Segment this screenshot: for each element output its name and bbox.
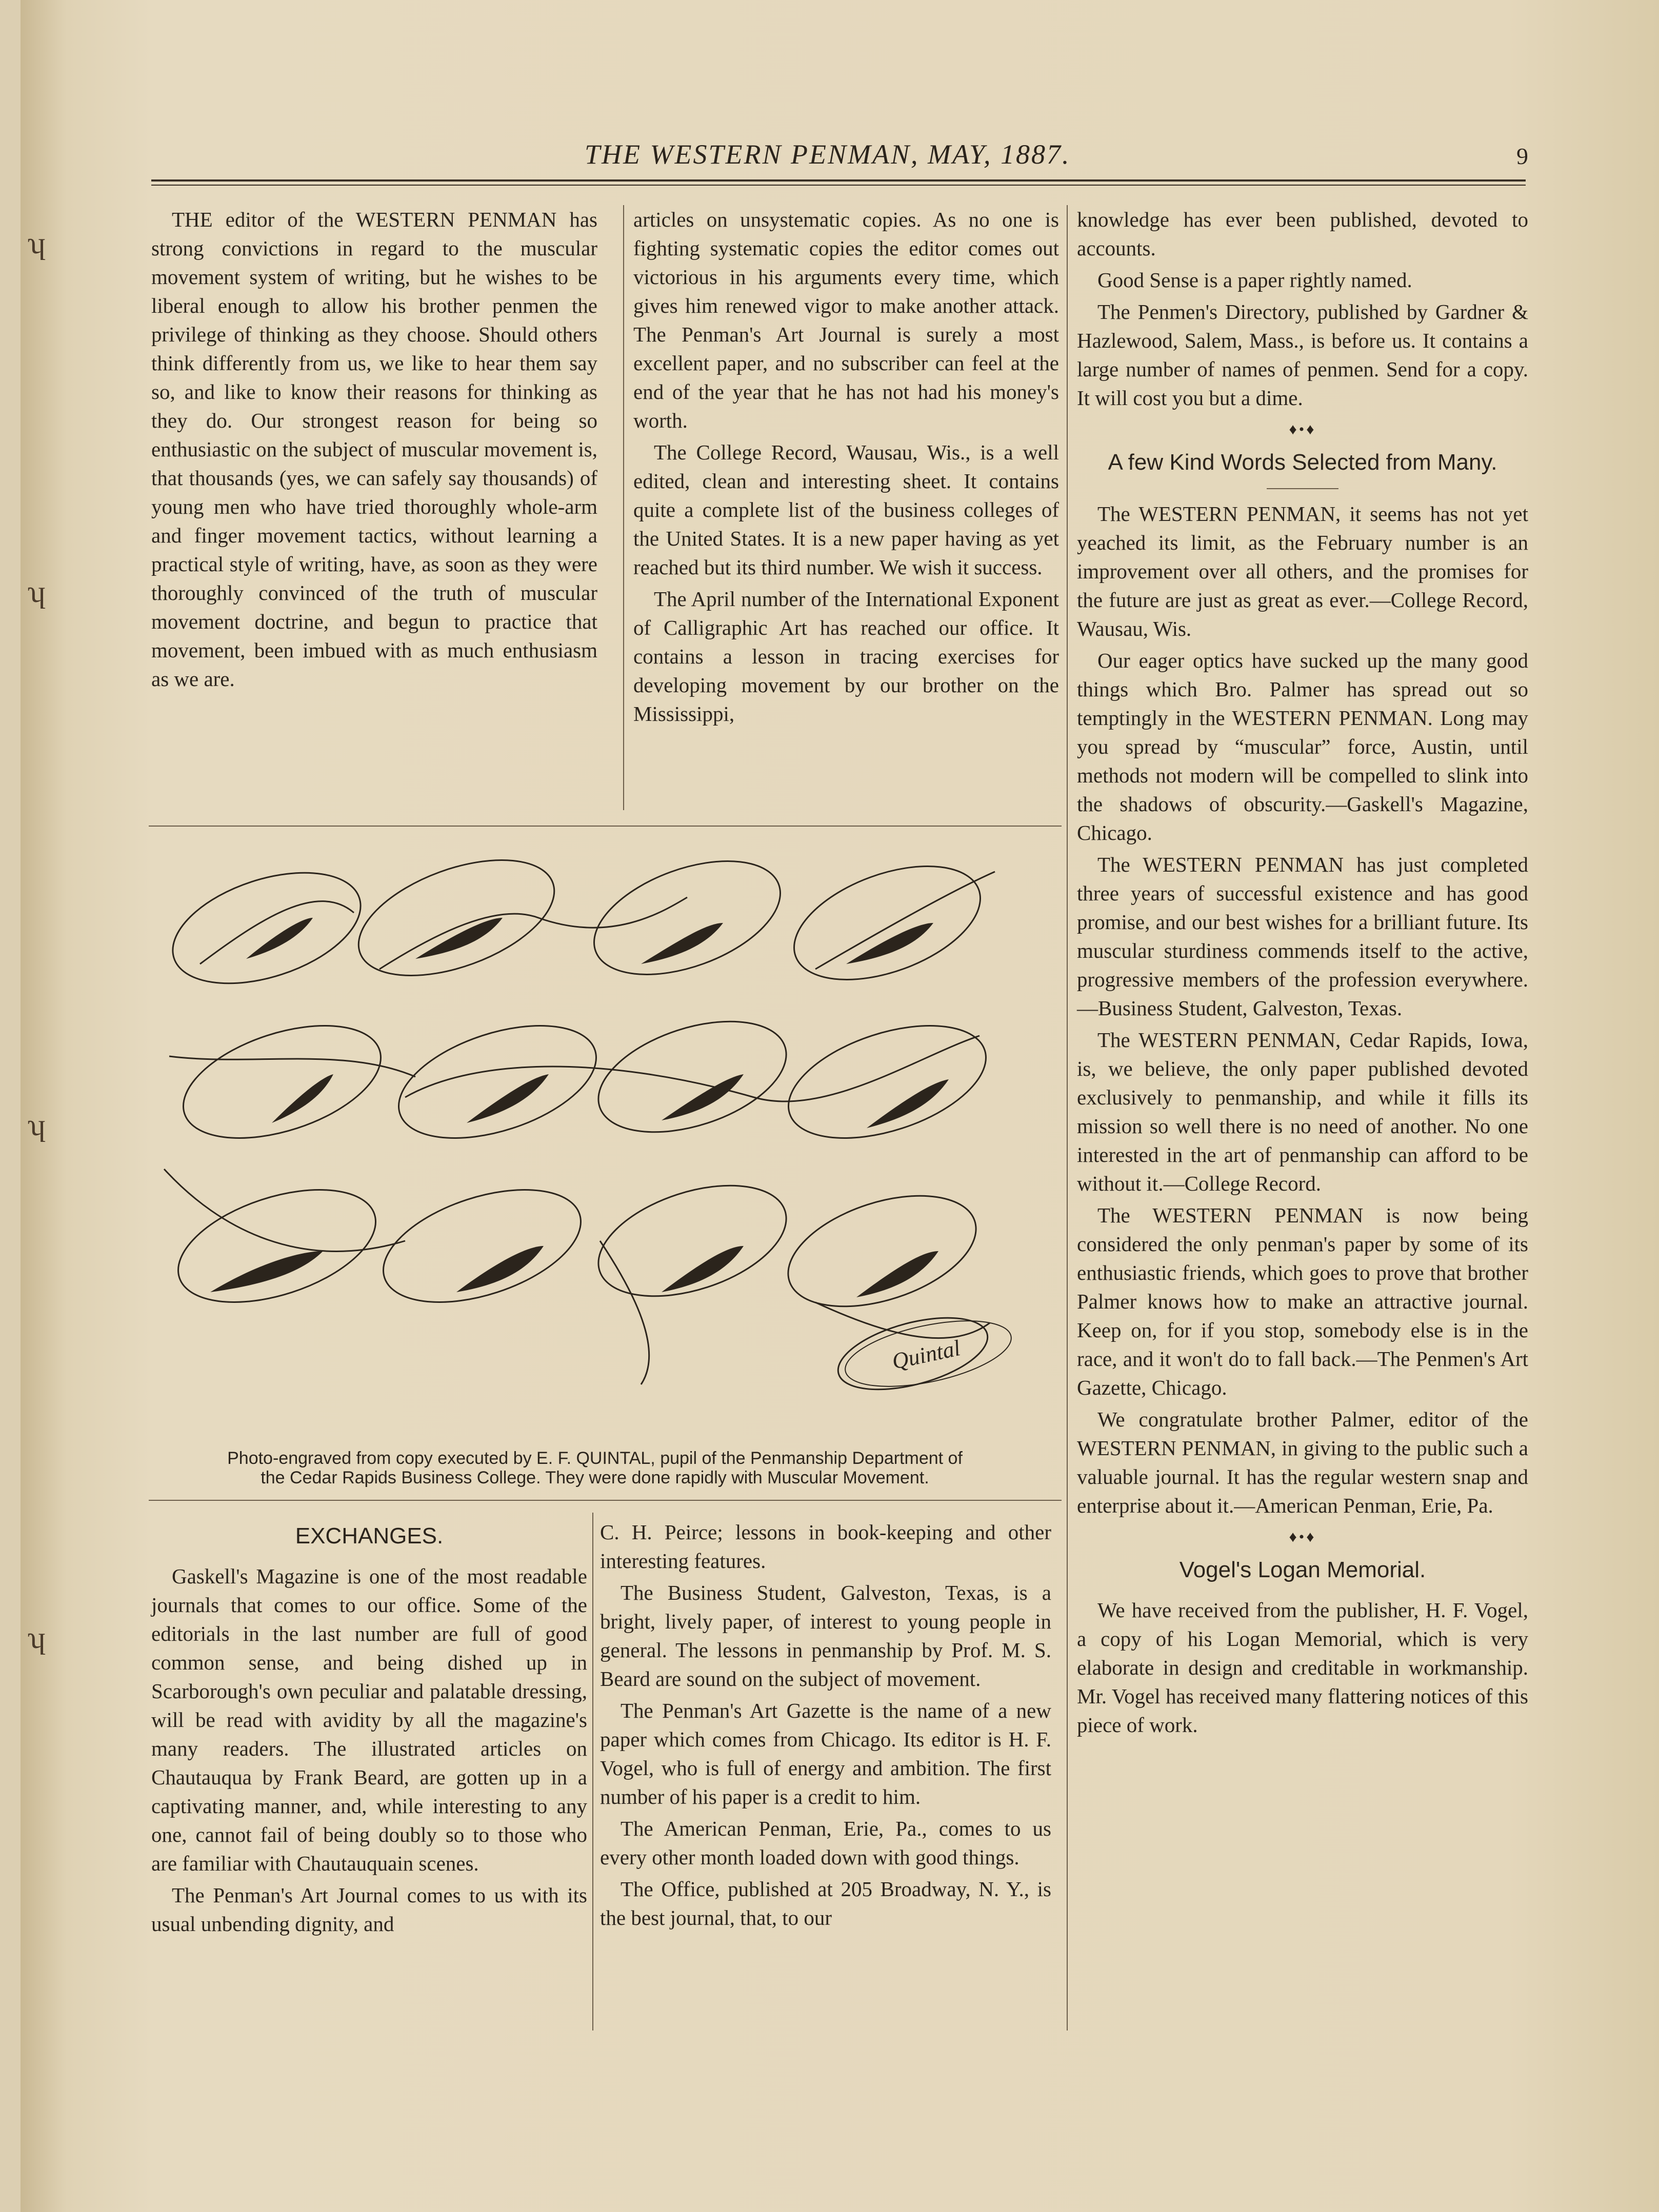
capital-row-3 [164,1164,995,1403]
caption-line-1: Photo-engraved from copy executed by E. F. QUINTAL, pupil of the Penmanship Department of [227,1449,963,1468]
article-paragraph: We have received from the publisher, H. F. Vogel, a copy of his Logan Memorial, which is very elaborate in design and creditable in workmanship. Mr. Vogel has received many flattering notices of this piece of work. [1077,1598,1528,1737]
quote-paragraph: The WESTERN PENMAN, it seems has not yet yeached its limit, as the February number is an improvement over all others, and the promises for the future are just as great as ever.—College Record, Wausau, Wis. [1077,502,1528,640]
exchanges-column-2 [600,1518,1051,1935]
column-divider [623,205,624,810]
header-rule [151,185,1526,186]
signature-text: Quintal [890,1335,963,1374]
column-1-top [151,205,597,696]
shaded-strokes [210,918,949,1297]
quote-paragraph: We congratulate brother Palmer, editor of the WESTERN PENMAN, in giving to the public such a valuable journal. It has the regular western snap and enterprise about it.—American Penman, Erie, Pa. [1077,1407,1528,1517]
article-paragraph: The Penman's Art Journal comes to us with its usual unbending dignity, and [151,1883,587,1936]
article-paragraph: The College Record, Wausau, Wis., is a well edited, clean and interesting sheet. It contains quite a complete list of the business colleges of the United States. It is a new paper having as yet reached but its third number. We wish it success. [633,440,1059,579]
newspaper-page [21,0,1659,2212]
page-title: THE WESTERN PENMAN, MAY, 1887. [585,139,1071,170]
article-paragraph: The Office, published at 205 Broadway, N. Y., is the best journal, that, to our [600,1877,1051,1929]
heading-rule [1267,488,1338,489]
running-header [154,138,1528,174]
column-3 [1077,205,1528,1742]
ornament-divider: ♦•♦ [1289,1529,1316,1545]
column-divider [592,1513,593,2030]
article-paragraph: The Business Student, Galveston, Texas, is a bright, lively paper, of interest to young people in general. The lessons in penmanship by Prof. M. S. Beard are sound on the subject of movement. [600,1581,1051,1691]
ornament-divider: ♦•♦ [1289,421,1316,438]
exchanges-column-1 [151,1518,587,1941]
column-divider [1067,205,1068,2030]
section-rule [149,826,1062,827]
header-rule [151,179,1526,182]
article-paragraph: The Penman's Art Gazette is the name of a new paper which comes from Chicago. Its editor is H. F. Vogel, who is full of energy and ambition. The first number of his paper is a credit to him. [600,1699,1051,1808]
binding-mark: ʮ [27,1621,46,1655]
article-paragraph: Good Sense is a paper rightly named. [1097,268,1412,292]
exchanges-heading: EXCHANGES. [295,1523,444,1549]
article-paragraph: The April number of the International Exponent of Calligraphic Art has reached our office. It contains a lesson in tracing exercises for developing movement by our brother on the Mississippi, [633,587,1059,726]
column-2-top [633,205,1059,731]
quote-paragraph: Our eager optics have sucked up the many good things which Bro. Palmer has spread out so temptingly in the WESTERN PENMAN. Long may you spread by “muscular” force, Austin, until methods not modern will be compelled to slink into the shadows of obscurity.—Gaskell's Magazine, Chicago. [1077,649,1528,844]
plate-caption [149,1449,1041,1487]
quote-paragraph: The WESTERN PENMAN has just completed three years of successful existence and has good promise, and our best wishes for a brilliant future. Its muscular sturdiness commends itself to the active, progressive members of the profession everywhere.—Business Student, Galveston, Texas. [1077,853,1528,1020]
article-paragraph: knowledge has ever been published, devoted to accounts. [1077,208,1528,260]
article-paragraph: C. H. Peirce; lessons in book-keeping and other interesting features. [600,1520,1051,1573]
binding-mark: ʮ [27,575,46,609]
quote-paragraph: The WESTERN PENMAN, Cedar Rapids, Iowa, is, we believe, the only paper published devoted exclusively to penmanship, and while it fills its mission so well there is no need of another. No one interested in the art of penmanship can afford to be without it.—College Record. [1077,1028,1528,1195]
article-paragraph: Gaskell's Magazine is one of the most readable journals that comes to our office. Some of the editorials in the last number are full of good common sense, and being dished up in Scarborough's own peculiar and palatable dressing, will be read with avidity by all the magazine's many readers. The illustrated articles on Chautauqua by Frank Beard, are gotten up in a captivating manner, and, while interesting to any one, cannot fail of being doubly so to those who are familiar with Chautauquain scenes. [151,1564,587,1875]
binding-mark: ʮ [27,226,46,260]
binding-mark: ʮ [27,1108,46,1142]
caption-line-2: the Cedar Rapids Business College. They were done rapidly with Muscular Movement. [261,1468,929,1487]
signature [840,1309,1017,1399]
page-number: 9 [1516,143,1528,169]
penmanship-plate [149,841,1051,1446]
article-paragraph: The American Penman, Erie, Pa., comes to us every other month loaded down with good things. [600,1817,1051,1869]
capital-row-1 [159,841,995,1004]
quote-paragraph: The WESTERN PENMAN is now being considered the only penman's paper by some of its enthusiastic friends, which goes to prove that brother Palmer knows how to make an attractive journal. Keep on, for if you stop, somebody else is in the race, and it won't do to fall back.—The Penmen's Art Gazette, Chicago. [1077,1203,1528,1399]
flourished-capitals [159,841,1000,1403]
capital-row-2 [169,1000,1000,1160]
section-heading: A few Kind Words Selected from Many. [1108,450,1497,475]
section-heading: Vogel's Logan Memorial. [1179,1557,1426,1582]
section-rule [149,1500,1062,1501]
article-paragraph: The Penmen's Directory, published by Gardner & Hazlewood, Salem, Mass., is before us. It contains a large number of names of penmen. Send for a copy. It will cost you but a dime. [1077,300,1528,410]
article-paragraph: articles on unsystematic copies. As no one is fighting systematic copies the editor comes out victorious in his arguments every time, which gives him renewed vigor to make another attack. The Penman's Art Journal is surely a most excellent paper, and no subscriber can feel at the end of the year that he has not had his money's worth. [633,208,1059,432]
editorial-paragraph: THE editor of the WESTERN PENMAN has strong convictions in regard to the muscular movement system of writing, but he wishes to be liberal enough to allow his brother penmen the privilege of thinking as they choose. Should others think differently from us, we like to hear them say so, and like to know their reasons for thinking as they do. Our strongest reason for being so enthusiastic on the subject of muscular movement is, that thousands (yes, we can safely say thousands) of young men who have tried thoroughly whole-arm and finger movement tactics, without learning a practical style of writing, have, as soon as they were thoroughly convinced of the truth of muscular movement doctrine, and begun to practice that movement, been imbued with as much enthusiasm as we are. [151,208,597,691]
